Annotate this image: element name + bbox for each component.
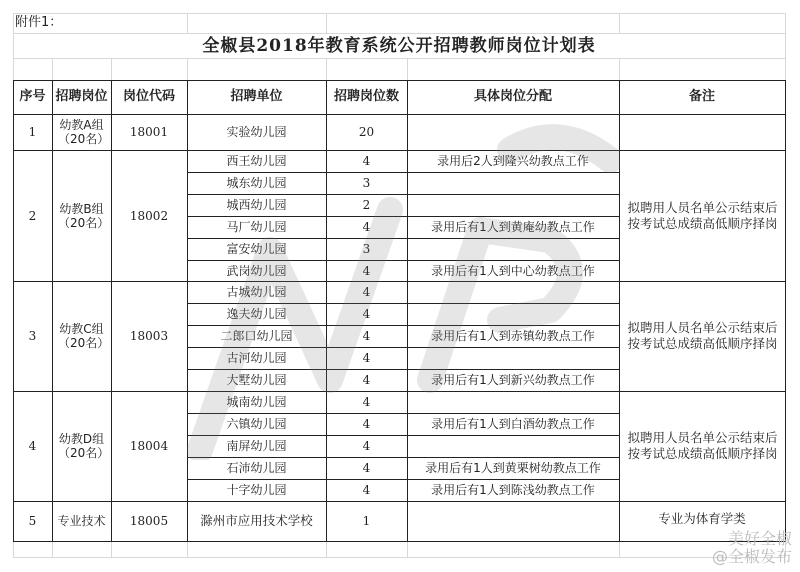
gridline (326, 541, 327, 557)
count-cell: 4 (362, 351, 371, 365)
allocation-cell: 录用后有1人到新兴幼教点工作 (431, 373, 595, 387)
count-cell: 4 (362, 483, 371, 497)
unit-cell: 城西幼儿园 (226, 198, 287, 212)
count-cell: 4 (362, 461, 371, 475)
count-cell: 4 (362, 373, 371, 387)
unit-cell: 古河幼儿园 (226, 351, 287, 365)
gridline (111, 58, 112, 80)
group-position: 幼教A组（20名） (58, 118, 110, 146)
group-code: 18005 (129, 514, 169, 528)
gridline (111, 541, 112, 557)
group-position: 幼教C组（20名） (58, 322, 110, 350)
gridline (187, 58, 188, 80)
gridline (619, 58, 620, 80)
count-cell: 3 (362, 242, 371, 256)
corner-watermark (712, 530, 792, 566)
count-cell: 2 (362, 198, 371, 212)
group-seq: 4 (28, 439, 37, 453)
count-cell: 4 (362, 285, 371, 299)
unit-cell: 古城幼儿园 (226, 285, 287, 299)
header-seq: 序号 (19, 89, 46, 104)
allocation-cell (407, 501, 619, 541)
group-seq: 1 (28, 125, 37, 139)
gridline (407, 58, 408, 80)
unit-cell: 城南幼儿园 (226, 395, 287, 409)
count-cell: 4 (362, 439, 371, 453)
allocation-cell: 录用后有1人到黄庵幼教点工作 (431, 220, 595, 234)
gridline (187, 13, 188, 33)
allocation-cell (407, 114, 619, 150)
gridline (13, 541, 14, 557)
gridline (326, 13, 327, 33)
count-cell: 1 (362, 514, 371, 528)
header-allocation: 具体岗位分配 (473, 89, 552, 104)
watermark-line2: @全椒发布 (711, 547, 792, 566)
gridline (13, 557, 785, 558)
allocation-cell: 录用后有1人到赤镇幼教点工作 (431, 329, 595, 343)
unit-cell: 石沛幼儿园 (226, 461, 287, 475)
count-cell: 4 (362, 220, 371, 234)
allocation-cell: 录用后有1人到白酒幼教点工作 (431, 417, 595, 431)
remark-cell: 拟聘用人员名单公示结束后按考试总成绩高低顺序择岗 (627, 430, 778, 461)
unit-cell: 西王幼儿园 (226, 154, 287, 168)
allocation-cell: 录用后有1人到黄栗树幼教点工作 (425, 461, 601, 475)
allocation-cell (407, 391, 619, 413)
unit-cell: 武岗幼儿园 (226, 263, 287, 278)
group-seq: 5 (28, 514, 37, 528)
gridline (52, 58, 53, 80)
gridline (326, 58, 327, 80)
group-position: 幼教D组（20名） (58, 432, 110, 460)
unit-cell: 马厂幼儿园 (226, 220, 287, 234)
allocation-cell (407, 347, 619, 369)
gridline (785, 13, 786, 80)
attachment-label: 附件1： (15, 15, 63, 30)
allocation-cell (407, 194, 619, 216)
unit-cell: 城东幼儿园 (226, 176, 287, 190)
allocation-cell: 录用后有1人到中心幼教点工作 (431, 263, 595, 278)
gridline (619, 13, 620, 33)
gridline (13, 58, 785, 59)
group-code: 18004 (129, 439, 169, 453)
group-code: 18001 (129, 125, 169, 139)
group-seq: 3 (28, 329, 37, 343)
unit-cell: 滁州市应用技术学校 (200, 513, 313, 528)
group-position: 幼教B组（20名） (58, 201, 110, 230)
count-cell: 4 (362, 307, 371, 321)
unit-cell: 二郎口幼儿园 (220, 329, 293, 343)
group-position: 专业技术 (57, 514, 106, 528)
remark-cell (619, 114, 785, 150)
gridline (52, 541, 53, 557)
unit-cell: 逸夫幼儿园 (226, 307, 287, 321)
gridline (407, 541, 408, 557)
unit-cell: 富安幼儿园 (226, 242, 287, 256)
gridline (13, 13, 785, 14)
allocation-cell (407, 172, 619, 194)
allocation-cell (407, 281, 619, 303)
allocation-cell (407, 435, 619, 457)
count-cell: 4 (362, 154, 371, 168)
allocation-cell: 录用后2人到隆兴幼教点工作 (437, 154, 589, 168)
group-code: 18003 (129, 329, 169, 343)
count-cell: 20 (358, 125, 375, 139)
remark-cell: 拟聘用人员名单公示结束后按考试总成绩高低顺序择岗 (627, 320, 778, 351)
header-unit: 招聘单位 (230, 89, 283, 104)
allocation-cell (407, 238, 619, 260)
header-position: 招聘岗位 (55, 89, 108, 104)
unit-cell: 实验幼儿园 (226, 125, 287, 139)
header-remark: 备注 (688, 89, 715, 104)
count-cell: 4 (362, 417, 371, 431)
remark-cell: 专业为体育学类 (658, 511, 746, 526)
gridline (187, 541, 188, 557)
watermark-line1: 美好全椒 (727, 529, 792, 548)
gridline (619, 541, 620, 557)
unit-cell: 十字幼儿园 (226, 483, 287, 497)
group-code: 18002 (129, 208, 169, 223)
header-code: 岗位代码 (122, 89, 175, 104)
remark-cell: 拟聘用人员名单公示结束后按考试总成绩高低顺序择岗 (627, 199, 778, 231)
table-border (13, 541, 786, 542)
unit-cell: 六镇幼儿园 (226, 417, 287, 431)
allocation-cell (407, 303, 619, 325)
count-cell: 4 (362, 395, 371, 409)
count-cell: 4 (362, 263, 371, 278)
unit-cell: 南屏幼儿园 (226, 439, 287, 453)
count-cell: 3 (362, 176, 371, 190)
group-seq: 2 (28, 208, 37, 223)
allocation-cell: 录用后有1人到陈浅幼教点工作 (431, 483, 595, 497)
unit-cell: 大墅幼儿园 (226, 373, 287, 387)
page-title: 全椒县2018年教育系统公开招聘教师岗位计划表 (202, 35, 596, 56)
count-cell: 4 (362, 329, 371, 343)
header-count: 招聘岗位数 (333, 89, 399, 104)
